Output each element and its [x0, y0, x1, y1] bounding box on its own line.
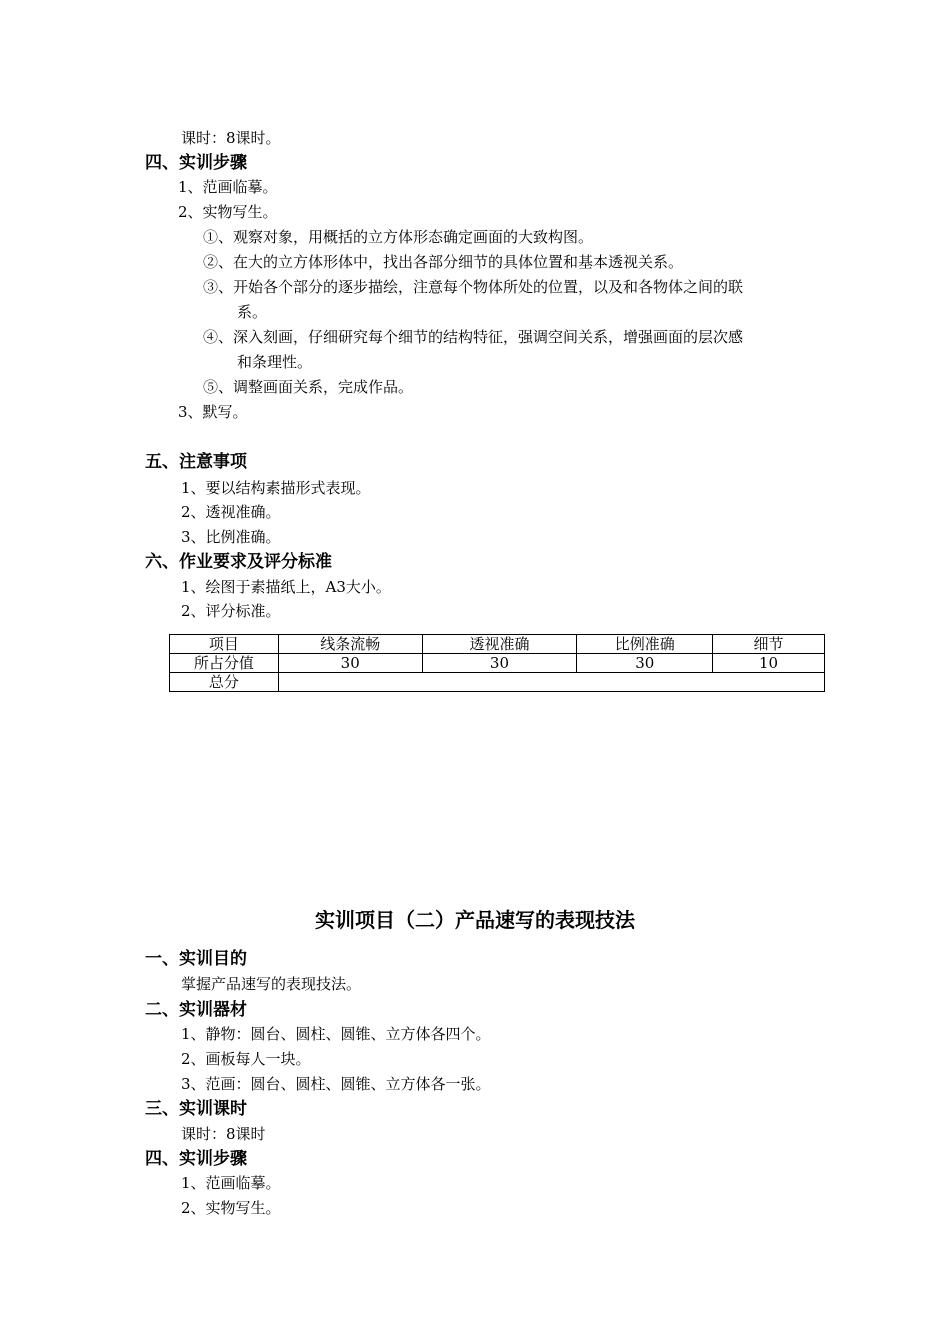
table-row — [170, 635, 825, 654]
table-row — [170, 654, 825, 673]
table-cell: 总分 — [170, 673, 279, 692]
list-item: 2、评分标准。 — [181, 602, 281, 620]
list-item: 2、实物写生。 — [181, 1199, 281, 1217]
hours-text: 课时：8课时。 — [181, 129, 281, 147]
sub-list-item: ⑤、调整画面关系，完成作品。 — [203, 378, 414, 396]
sub-list-item: ③、开始各个部分的逐步描绘，注意每个物体所处的位置，以及和各物体之间的联 — [203, 278, 744, 296]
table-header-cell: 比例准确 — [577, 635, 713, 654]
sub-list-item: ②、在大的立方体形体中，找出各部分细节的具体位置和基本透视关系。 — [203, 253, 684, 271]
list-item: 2、透视准确。 — [181, 503, 281, 521]
list-item: 1、绘图于素描纸上，A3大小。 — [181, 578, 391, 596]
paragraph-text: 课时：8课时 — [181, 1125, 266, 1143]
table-cell: 30 — [577, 654, 713, 673]
project-title: 实训项目（二）产品速写的表现技法 — [315, 908, 635, 932]
list-item: 3、范画：圆台、圆柱、圆锥、立方体各一张。 — [181, 1075, 491, 1093]
section-heading-notes: 五、注意事项 — [145, 452, 247, 472]
table-cell: 所占分值 — [170, 654, 279, 673]
table-cell: 30 — [422, 654, 577, 673]
table-cell-total-empty — [278, 673, 824, 692]
table-cell: 10 — [713, 654, 825, 673]
list-item: 2、实物写生。 — [178, 203, 278, 221]
sub-list-item-continuation: 系。 — [237, 303, 268, 321]
table-row — [170, 673, 825, 692]
paragraph-text: 掌握产品速写的表现技法。 — [181, 975, 362, 993]
section-heading-steps: 四、实训步骤 — [145, 153, 247, 173]
table-header-cell: 项目 — [170, 635, 279, 654]
section-heading-equipment: 二、实训器材 — [145, 1000, 247, 1020]
list-item: 1、要以结构素描形式表现。 — [181, 479, 371, 497]
table-header-cell: 细节 — [713, 635, 825, 654]
section-heading-purpose: 一、实训目的 — [145, 949, 247, 969]
scoring-table — [169, 634, 825, 692]
list-item: 1、范画临摹。 — [178, 178, 278, 196]
sub-list-item-continuation: 和条理性。 — [237, 353, 313, 371]
section-heading-hours: 三、实训课时 — [145, 1099, 247, 1119]
section-heading-steps: 四、实训步骤 — [145, 1149, 247, 1169]
list-item: 3、默写。 — [178, 403, 248, 421]
list-item: 1、静物：圆台、圆柱、圆锥、立方体各四个。 — [181, 1025, 491, 1043]
table-header-cell: 线条流畅 — [278, 635, 422, 654]
list-item: 3、比例准确。 — [181, 528, 281, 546]
section-heading-requirements: 六、作业要求及评分标准 — [145, 552, 332, 572]
table-cell: 30 — [278, 654, 422, 673]
list-item: 2、画板每人一块。 — [181, 1050, 311, 1068]
sub-list-item: ①、观察对象，用概括的立方体形态确定画面的大致构图。 — [203, 228, 594, 246]
list-item: 1、范画临摹。 — [181, 1174, 281, 1192]
sub-list-item: ④、深入刻画，仔细研究每个细节的结构特征，强调空间关系，增强画面的层次感 — [203, 328, 744, 346]
table-header-cell: 透视准确 — [422, 635, 577, 654]
